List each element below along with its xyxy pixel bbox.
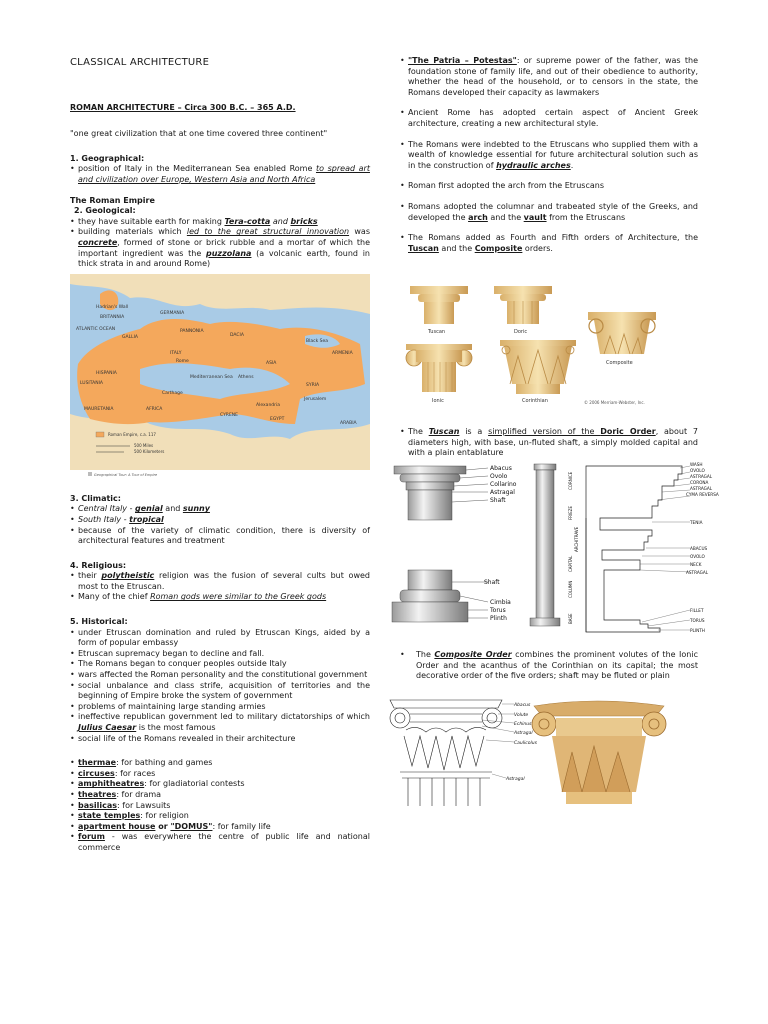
historical-list [70, 628, 370, 745]
intro-quote: "one great civilization that at one time covered three continent" [70, 129, 328, 139]
svg-text:Cimbia: Cimbia [490, 599, 511, 606]
list-item: • their polytheistic religion was the fusion of several cults but owed most to the Etruscan. [70, 571, 370, 592]
svg-text:Echinus: Echinus [514, 722, 532, 727]
svg-text:CAPITAL: CAPITAL [568, 555, 573, 572]
composite-stone-capital [532, 701, 666, 804]
list-item: • theatres: for drama [70, 790, 370, 801]
list-item: • thermae: for bathing and games [70, 758, 370, 769]
geological-list [70, 217, 370, 270]
list-item: • position of Italy in the Mediterranean Sea enabled Rome to spread art and civilization over Europe, Western Asia and North Africa [70, 164, 370, 185]
list-item: • Ancient Rome has adopted certain aspect of Ancient Greek architecture, creating a new architectural style. [400, 108, 698, 129]
climatic-list [70, 504, 370, 546]
svg-text:ITALY: ITALY [170, 350, 182, 356]
list-item: • The Tuscan is a simplified version of the Doric Order, about 7 diameters high, with base, un-fluted shaft, a simply molded capital and with a plain entablature [400, 427, 698, 459]
svg-text:Doric: Doric [514, 329, 528, 335]
composite-list [400, 650, 698, 682]
historical-heading: 5. Historical: [70, 617, 128, 627]
svg-text:AFRICA: AFRICA [146, 406, 163, 412]
svg-text:Composite: Composite [606, 360, 633, 366]
list-item: • forum - was everywhere the centre of public life and national commerce [70, 832, 370, 853]
list-item: • Central Italy - genial and sunny [70, 504, 370, 515]
list-item: • social unbalance and class strife, acquisition of territories and the beginning of Empire broke the system of government [70, 681, 370, 702]
svg-text:ASTRAGAL: ASTRAGAL [686, 570, 709, 575]
svg-text:Corinthian: Corinthian [522, 398, 548, 404]
religious-list [70, 571, 370, 603]
svg-text:Abacus: Abacus [514, 703, 531, 708]
svg-text:FILLET: FILLET [690, 608, 704, 613]
svg-text:Rome: Rome [176, 358, 189, 364]
geological-heading: 2. Geological: [74, 206, 136, 216]
svg-text:OVOLO: OVOLO [690, 468, 705, 473]
svg-text:Astragal: Astragal [514, 731, 533, 736]
list-item: • under Etruscan domination and ruled by Etruscan Kings, aided by a form of popular embassy [70, 628, 370, 649]
list-item: • Many of the chief Roman gods were similar to the Greek gods [70, 592, 370, 603]
svg-text:Volute: Volute [514, 713, 529, 718]
list-item: • ineffective republican government led to military dictatorships of which Julius Caesar is the most famous [70, 712, 370, 733]
svg-text:HISPANIA: HISPANIA [96, 370, 117, 376]
list-item: • The Romans added as Fourth and Fifth orders of Architecture, the Tuscan and the Composite orders. [400, 233, 698, 254]
list-item: • amphitheatres: for gladiatorial contests [70, 779, 370, 790]
svg-text:BASE: BASE [568, 613, 573, 624]
svg-text:Collarino: Collarino [490, 481, 517, 488]
list-item: • The Romans were indebted to the Etruscans who supplied them with a wealth of knowledge essential for future architectural solution such as in the construction of hydraulic arches. [400, 140, 698, 172]
svg-text:MAURETANIA: MAURETANIA [84, 406, 114, 412]
svg-text:ASIA: ASIA [266, 360, 277, 366]
svg-text:WASH: WASH [690, 462, 703, 467]
composite-line-drawing [390, 700, 502, 806]
five-orders-capitals-figure [404, 284, 668, 410]
svg-text:CYRENE: CYRENE [220, 412, 238, 418]
svg-text:Jerusalem: Jerusalem [304, 396, 327, 402]
list-item: • circuses: for races [70, 769, 370, 780]
svg-text:GERMANIA: GERMANIA [160, 310, 185, 316]
svg-text:Astragal: Astragal [506, 777, 525, 782]
roman-architecture-heading: ROMAN ARCHITECTURE – Circa 300 B.C. – 365 A.D. [70, 102, 296, 112]
list-item: • "The Patria – Potestas": or supreme power of the father, was the foundation stone of family life, and out of their obedience to authority, whether the head of the household, or to censors in the state, the Romans developed their capacity as lawmakers [400, 56, 698, 98]
svg-text:Carthage: Carthage [162, 390, 183, 396]
svg-text:ARMENIA: ARMENIA [332, 350, 353, 356]
ionic-capital [406, 344, 472, 404]
list-item: • they have suitable earth for making Tera-cotta and bricks [70, 217, 370, 228]
svg-text:Black Sea: Black Sea [306, 338, 328, 344]
roman-empire-map [70, 274, 370, 478]
svg-text:NECK: NECK [690, 562, 702, 567]
doric-capital [494, 286, 552, 335]
svg-text:Shaft: Shaft [484, 579, 500, 586]
svg-text:500 Miles: 500 Miles [134, 442, 154, 448]
tuscan-capital [410, 286, 468, 335]
list-item: • social life of the Romans revealed in their architecture [70, 734, 370, 745]
list-item: • apartment house or "DOMUS": for family life [70, 822, 370, 833]
svg-text:Plinth: Plinth [490, 615, 507, 622]
corinthian-capital [500, 340, 576, 404]
svg-text:Geographical Tour: A Tour of E: Geographical Tour: A Tour of Empire [94, 472, 158, 477]
svg-text:CORONA: CORONA [690, 480, 709, 485]
list-item: • Etruscan supremacy began to decline and fall. [70, 649, 370, 660]
svg-text:SYRIA: SYRIA [306, 382, 320, 388]
svg-text:500 Kilometers: 500 Kilometers [134, 448, 165, 454]
svg-text:TENIA: TENIA [690, 520, 703, 525]
copyright-note: © 2006 Merriam-Webster, Inc. [584, 400, 645, 405]
svg-text:COLUMN: COLUMN [568, 580, 573, 598]
geographical-heading: 1. Geographical: [70, 153, 145, 163]
left-column [70, 56, 370, 854]
svg-text:ATLANTIC OCEAN: ATLANTIC OCEAN [76, 326, 116, 332]
svg-text:ABACUS: ABACUS [690, 546, 708, 551]
svg-text:ARCHITRAVE: ARCHITRAVE [574, 526, 579, 552]
document-title: CLASSICAL ARCHITECTURE [70, 57, 210, 68]
svg-text:EGYPT: EGYPT [270, 416, 285, 422]
svg-text:DACIA: DACIA [230, 332, 244, 338]
tuscan-order-diagram [390, 460, 719, 638]
list-item: • state temples: for religion [70, 811, 370, 822]
svg-text:Alexandria: Alexandria [256, 402, 281, 408]
svg-text:ARABIA: ARABIA [340, 420, 357, 426]
svg-text:Caulicolus: Caulicolus [514, 741, 537, 746]
list-item: • The Romans began to conquer peoples outside Italy [70, 659, 370, 670]
svg-text:Athens: Athens [238, 374, 254, 380]
svg-text:CORNICE: CORNICE [568, 471, 573, 490]
svg-text:ASTRAGAL: ASTRAGAL [690, 474, 713, 479]
svg-text:Hadrian's Wall: Hadrian's Wall [96, 304, 129, 310]
svg-text:GALLIA: GALLIA [122, 334, 138, 340]
svg-text:CYMA REVERSA: CYMA REVERSA [686, 492, 719, 497]
tuscan-list [400, 427, 698, 459]
geographical-list [70, 164, 370, 185]
svg-text:Roman Empire, c.a. 117: Roman Empire, c.a. 117 [108, 431, 156, 437]
svg-text:ASTRAGAL: ASTRAGAL [690, 486, 713, 491]
composite-paragraph-block [400, 650, 698, 682]
svg-text:BRITANNIA: BRITANNIA [100, 314, 125, 320]
svg-text:OVOLO: OVOLO [690, 554, 705, 559]
svg-text:Mediterranean Sea: Mediterranean Sea [190, 374, 233, 380]
svg-text:Ovolo: Ovolo [490, 473, 508, 480]
composite-capital-figures [386, 696, 668, 806]
svg-text:PANNONIA: PANNONIA [180, 328, 204, 334]
svg-text:Torus: Torus [490, 607, 506, 614]
svg-text:Shaft: Shaft [490, 497, 506, 504]
roman-empire-heading: The Roman Empire [70, 195, 155, 205]
climatic-heading: 3. Climatic: [70, 493, 121, 503]
svg-text:Tuscan: Tuscan [428, 329, 446, 335]
right-column [400, 56, 698, 264]
svg-text:TORUS: TORUS [690, 618, 705, 623]
list-item: • Romans adopted the columnar and trabeated style of the Greeks, and developed the arch and the vault from the Etruscans [400, 202, 698, 223]
svg-text:FRIEZE: FRIEZE [568, 505, 573, 520]
svg-text:Ionic: Ionic [432, 398, 444, 404]
list-item: • The Composite Order combines the prominent volutes of the Ionic Order and the acanthus of the Corinthian on its capital; the most decorative order of the five orders; shaft may be fluted or plain [400, 650, 698, 682]
svg-text:LUSITANIA: LUSITANIA [80, 380, 104, 386]
list-item: • basilicas: for Lawsuits [70, 801, 370, 812]
tuscan-paragraph-block [400, 427, 698, 459]
list-item: • Roman first adopted the arch from the Etruscans [400, 181, 698, 192]
list-item: • problems of maintaining large standing armies [70, 702, 370, 713]
list-item: • South Italy - tropical [70, 515, 370, 526]
list-item: • wars affected the Roman personality and the constitutional government [70, 670, 370, 681]
religious-heading: 4. Religious: [70, 560, 127, 570]
list-item: • because of the variety of climatic condition, there is diversity of architectural features and treatment [70, 526, 370, 547]
right-list-top [400, 56, 698, 254]
svg-text:Abacus: Abacus [490, 465, 512, 472]
buildings-list [70, 758, 370, 853]
svg-text:PLINTH: PLINTH [690, 628, 705, 633]
composite-capital [588, 312, 656, 366]
list-item: • building materials which led to the great structural innovation was concrete, formed of stone or brick rubble and a mortar of which the important ingredient was the puzzolana (a volcanic earth, found in thick strata in and around Rome) [70, 227, 370, 269]
svg-text:Astragal: Astragal [490, 489, 515, 496]
map-graphic [70, 274, 370, 478]
